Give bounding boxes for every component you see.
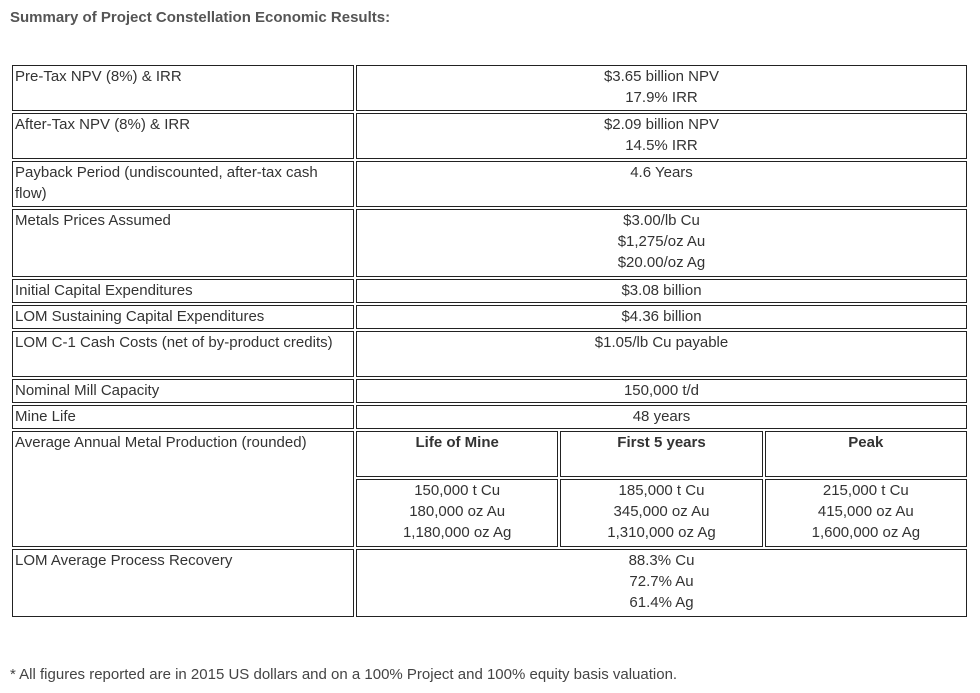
row-label-metals: Metals Prices Assumed <box>12 209 354 277</box>
first5-cu: 185,000 t Cu <box>618 482 705 499</box>
metals-au-price: $1,275/oz Au <box>617 233 706 250</box>
row-value-payback: 4.6 Years <box>356 161 967 207</box>
table-row <box>12 405 967 429</box>
first5-au: 345,000 oz Au <box>613 503 710 520</box>
recovery-ag: 61.4% Ag <box>629 594 694 611</box>
row-label-initial-capex: Initial Capital Expenditures <box>12 279 354 303</box>
table-row <box>12 113 967 159</box>
table-row <box>12 379 967 403</box>
footnote: * All figures reported are in 2015 US dollars and on a 100% Project and 100% equity basis valuation. <box>10 666 678 683</box>
peak-cu: 215,000 t Cu <box>822 482 909 499</box>
aftertax-npv: $2.09 billion NPV <box>603 116 720 133</box>
table-row <box>12 161 967 207</box>
metals-cu-price: $3.00/lb Cu <box>623 212 700 229</box>
production-header-first-5: First 5 years <box>560 431 762 477</box>
row-value-mine-life: 48 years <box>356 405 967 429</box>
row-value-pretax <box>356 65 967 111</box>
row-label-mill: Nominal Mill Capacity <box>12 379 354 403</box>
row-value-c1: $1.05/lb Cu payable <box>356 331 967 377</box>
page-title: Summary of Project Constellation Economic Results: <box>10 9 391 26</box>
row-value-mill: 150,000 t/d <box>356 379 967 403</box>
table-row <box>12 279 967 303</box>
table-row <box>12 549 967 617</box>
row-label-sustaining-capex: LOM Sustaining Capital Expenditures <box>12 305 354 329</box>
row-value-initial-capex: $3.08 billion <box>356 279 967 303</box>
production-first-5 <box>560 479 762 547</box>
table-row <box>12 331 967 377</box>
lom-cu: 150,000 t Cu <box>414 482 501 499</box>
lom-ag: 1,180,000 oz Ag <box>402 524 512 541</box>
row-label-recovery: LOM Average Process Recovery <box>12 549 354 617</box>
pretax-npv: $3.65 billion NPV <box>603 68 720 85</box>
row-label-c1: LOM C-1 Cash Costs (net of by-product credits) <box>12 331 354 377</box>
metals-ag-price: $20.00/oz Ag <box>617 254 706 271</box>
production-life-of-mine <box>356 479 558 547</box>
pretax-irr: 17.9% IRR <box>625 89 698 106</box>
row-label-aftertax: After-Tax NPV (8%) & IRR <box>12 113 354 159</box>
peak-ag: 1,600,000 oz Ag <box>811 524 921 541</box>
row-label-production: Average Annual Metal Production (rounded) <box>12 431 354 547</box>
production-peak <box>765 479 967 547</box>
row-label-pretax: Pre-Tax NPV (8%) & IRR <box>12 65 354 111</box>
recovery-au: 72.7% Au <box>629 573 694 590</box>
row-value-sustaining-capex: $4.36 billion <box>356 305 967 329</box>
economic-results-table <box>10 63 969 619</box>
first5-ag: 1,310,000 oz Ag <box>607 524 716 541</box>
table-row <box>12 65 967 111</box>
aftertax-irr: 14.5% IRR <box>625 137 698 154</box>
row-value-metals <box>356 209 967 277</box>
production-header-peak: Peak <box>765 431 967 477</box>
lom-au: 180,000 oz Au <box>409 503 506 520</box>
table-row <box>12 431 967 477</box>
peak-au: 415,000 oz Au <box>817 503 914 520</box>
row-label-payback: Payback Period (undiscounted, after-tax cash flow) <box>12 161 354 207</box>
row-label-mine-life: Mine Life <box>12 405 354 429</box>
table-row <box>12 305 967 329</box>
row-value-recovery <box>356 549 967 617</box>
production-header-life-of-mine: Life of Mine <box>356 431 558 477</box>
recovery-cu: 88.3% Cu <box>628 552 695 569</box>
table-row <box>12 209 967 277</box>
row-value-aftertax <box>356 113 967 159</box>
